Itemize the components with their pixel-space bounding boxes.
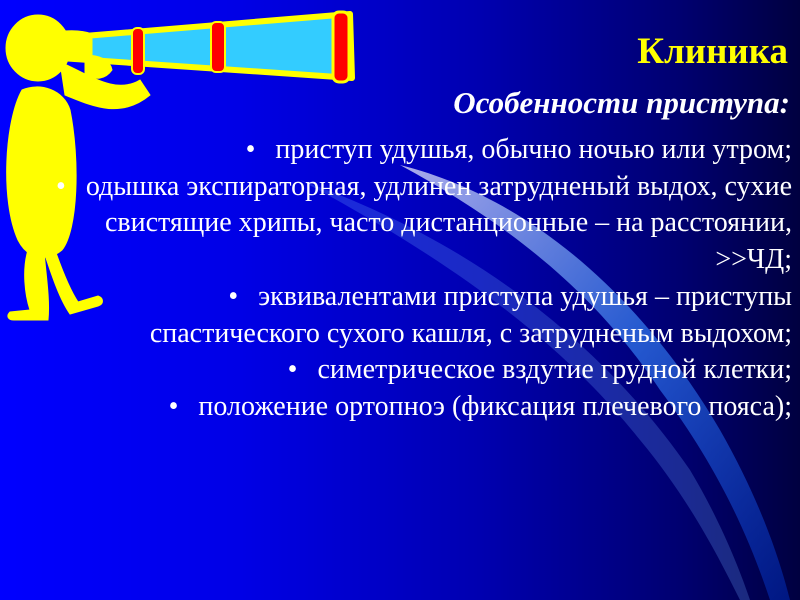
bullet-item bbox=[52, 389, 792, 426]
bullet-item bbox=[52, 279, 792, 352]
bullet-dot: • bbox=[245, 134, 256, 165]
bullet-item bbox=[52, 352, 792, 389]
slide-subtitle: Особенности приступа: bbox=[453, 85, 790, 120]
bullet-dot: • bbox=[168, 390, 179, 422]
bullet-dot: • bbox=[56, 170, 66, 202]
bullet-text: положение ортопноэ (фиксация плечевого пояса); bbox=[198, 390, 792, 422]
bullet-dot: • bbox=[287, 354, 298, 386]
bullet-text: симетрическое вздутие грудной клетки; bbox=[317, 354, 792, 386]
bullet-text: эквивалентами приступа удушья – приступы спастического сухого кашля, с затрудненым выдохом; bbox=[149, 280, 792, 349]
bullet-text: приступ удушья, обычно ночью или утром; bbox=[275, 134, 792, 165]
bullet-text: одышка экспираторная, удлинен затрудненый выдох, сухие свистящие хрипы, часто дистанционные – на расстоянии, >>ЧД; bbox=[85, 170, 792, 276]
bullet-item bbox=[52, 169, 792, 279]
bullet-item bbox=[52, 132, 792, 169]
bullet-dot: • bbox=[228, 280, 239, 312]
slide-title: Клиника bbox=[637, 31, 788, 72]
bullet-list bbox=[52, 132, 792, 426]
